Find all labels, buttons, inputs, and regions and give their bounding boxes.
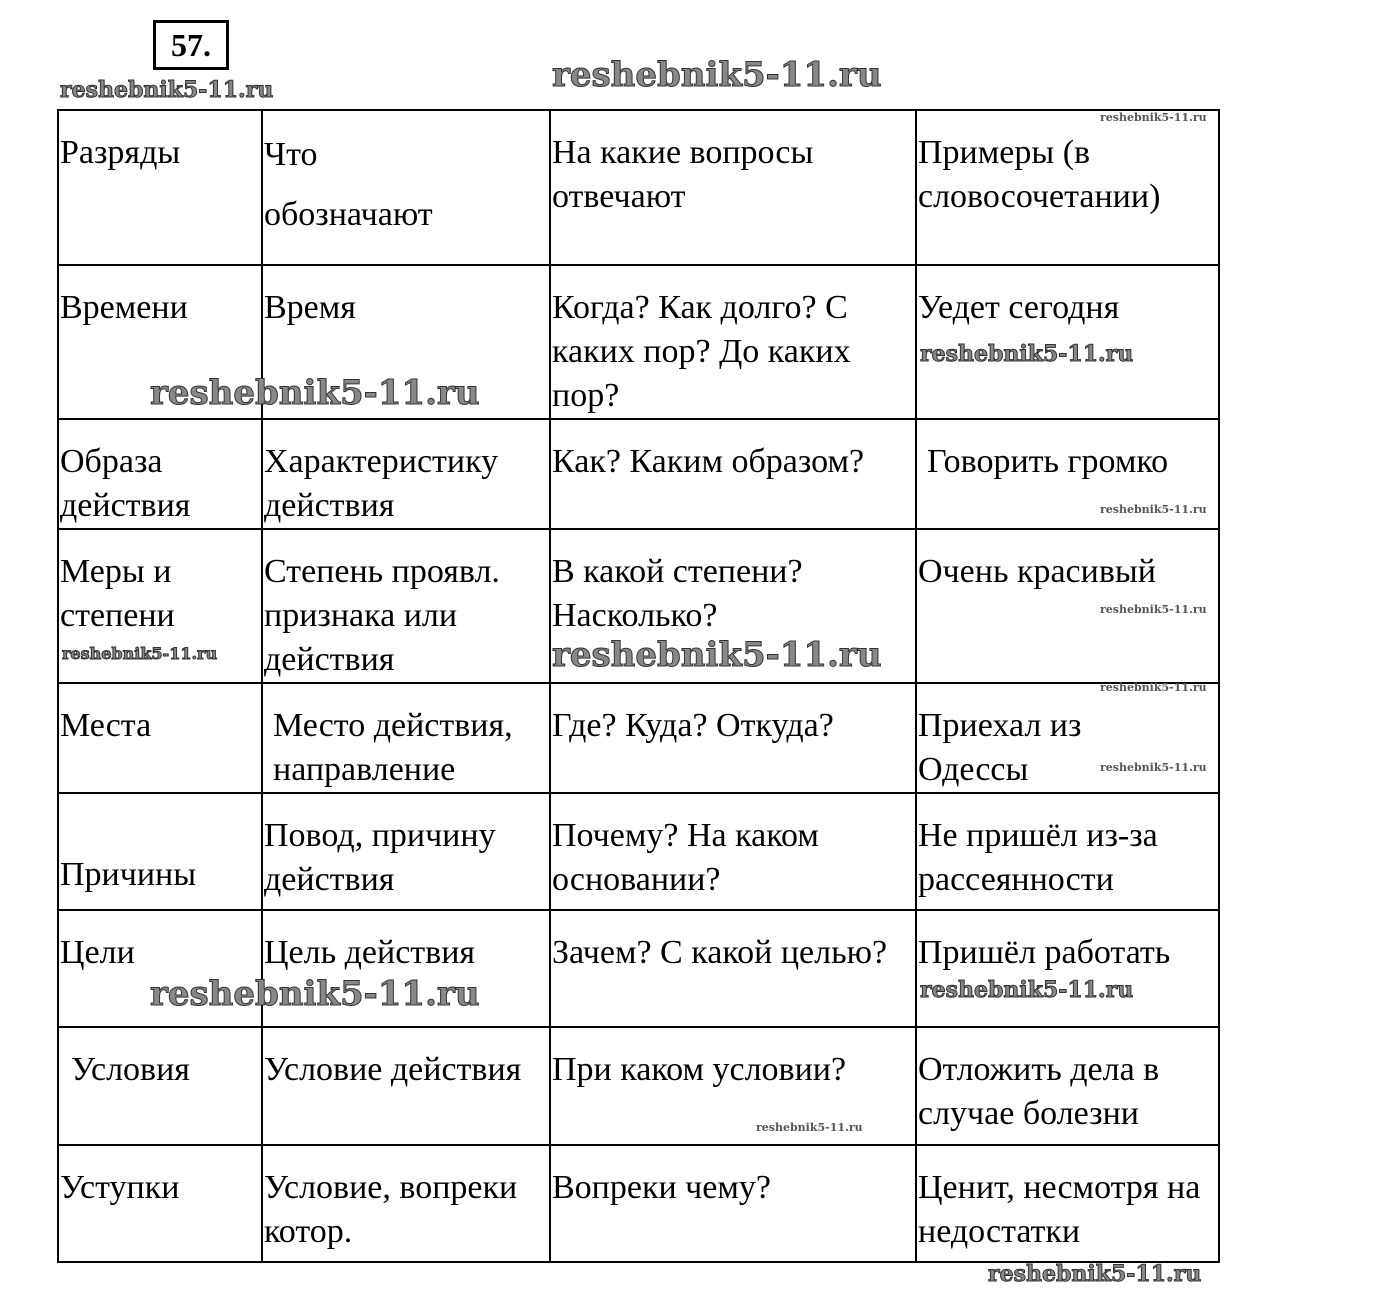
table-cell: Когда? Как долго? С каких пор? До каких пор? [550,265,916,419]
table-cell: Говорить громко [916,419,1219,529]
watermark: reshebnik5-11.ru [920,341,1134,367]
header-cell: Разряды [58,110,262,265]
table-cell: Уедет сегодня [916,265,1219,419]
table-cell: Очень красивый [916,529,1219,683]
table-row [58,419,1219,529]
table-cell: Ценит, несмотря на недостатки [916,1145,1219,1262]
table-cell: При каком условии? [550,1027,916,1145]
watermark: reshebnik5-11.ru [1100,111,1207,124]
table-cell: Место действия, направление [262,683,550,793]
watermark: reshebnik5-11.ru [1100,603,1207,616]
watermark: reshebnik5-11.ru [1100,681,1207,694]
table-cell: Времени [58,265,262,419]
watermark: reshebnik5-11.ru [920,977,1134,1003]
watermark: reshebnik5-11.ru [60,77,274,103]
table-row [58,1145,1219,1262]
table-row [58,683,1219,793]
watermark: reshebnik5-11.ru [552,55,882,95]
table-cell: Места [58,683,262,793]
table-cell: Вопреки чему? [550,1145,916,1262]
table-cell: Цель действия [262,910,550,1027]
watermark: reshebnik5-11.ru [62,644,218,663]
table-cell: Условие, вопреки котор. [262,1145,550,1262]
table-cell: Пришёл работать [916,910,1219,1027]
watermark: reshebnik5-11.ru [1100,761,1207,774]
table-cell: Причины [58,793,262,910]
table-cell: Меры и степени [58,529,262,683]
adverb-categories-table [57,109,1220,1263]
table-row [58,1027,1219,1145]
table-cell: Время [262,265,550,419]
table-cell: Отложить дела в случае болезни [916,1027,1219,1145]
table-cell: Как? Каким образом? [550,419,916,529]
header-cell: Что обозначают [262,110,550,265]
table-cell: Зачем? С какой целью? [550,910,916,1027]
header-cell: Примеры (в словосочетании) [916,110,1219,265]
exercise-number: 57. [153,20,229,70]
table-cell: Повод, причину действия [262,793,550,910]
watermark: reshebnik5-11.ru [150,974,480,1014]
watermark: reshebnik5-11.ru [988,1261,1202,1287]
table-cell: Цели [58,910,262,1027]
table-cell: Не пришёл из-за рассеянности [916,793,1219,910]
watermark: reshebnik5-11.ru [1100,503,1207,516]
table-cell: Условия [58,1027,262,1145]
table-row [58,793,1219,910]
watermark: reshebnik5-11.ru [150,373,480,413]
table-cell: Характеристику действия [262,419,550,529]
table-cell: Где? Куда? Откуда? [550,683,916,793]
header-cell: На какие вопросы отвечают [550,110,916,265]
watermark: reshebnik5-11.ru [552,635,882,675]
table-cell: Приехал из Одессы [916,683,1219,793]
table-cell: В какой степени? Насколько? [550,529,916,683]
watermark: reshebnik5-11.ru [756,1121,863,1134]
table-header-row [58,110,1219,265]
table-cell: Образа действия [58,419,262,529]
table-cell: Почему? На каком основании? [550,793,916,910]
table-cell: Условие действия [262,1027,550,1145]
table-cell: Уступки [58,1145,262,1262]
table-cell: Степень проявл. признака или действия [262,529,550,683]
